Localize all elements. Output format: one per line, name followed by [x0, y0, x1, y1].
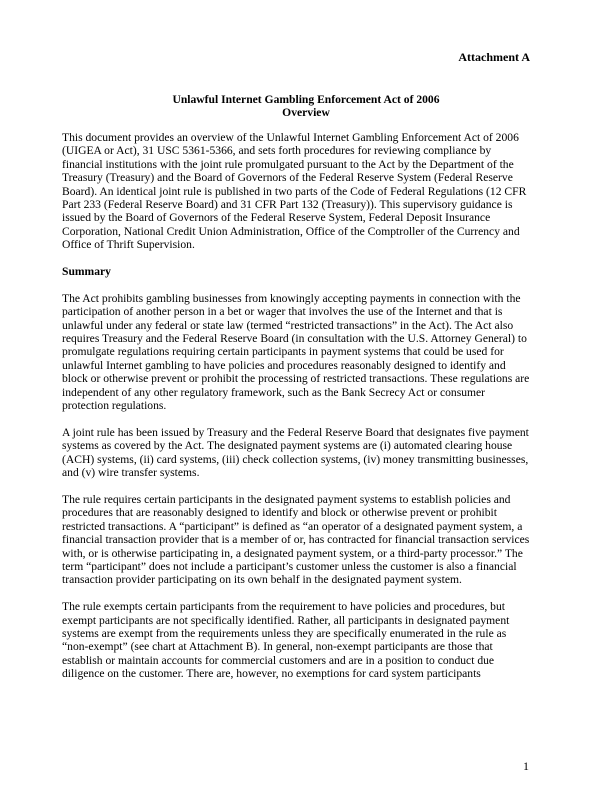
page-number: 1 [523, 759, 529, 773]
attachment-label: Attachment A [458, 50, 530, 64]
title-line-1: Unlawful Internet Gambling Enforcement Act of 2006 [172, 93, 440, 106]
summary-paragraph-2: A joint rule has been issued by Treasury and the Federal Reserve Board that designates five payment systems as covered by the Act. The designated payment systems are (i) automated clearing house (ACH) systems, (ii) card systems, (iii) check collection systems, (iv) money transmitting businesses, and (v) wire transfer systems. [62, 425, 529, 480]
document-body [62, 131, 534, 694]
document-title [0, 93, 612, 119]
summary-paragraph-4: The rule exempts certain participants from the requirement to have policies and procedures, but exempt participants are not specifically identified. Rather, all participants in designated payment systems are exempt from the requirements unless they are specifically enumerated in the rule as “non-exempt” (see chart at Attachment B). In general, non-exempt participants are those that establish or maintain accounts for commercial customers and are in a position to conduct due diligence on the customer. There are, however, no exemptions for card system participants [62, 600, 510, 681]
summary-heading: Summary [62, 265, 111, 279]
summary-paragraph-3: The rule requires certain participants in the designated payment systems to establish policies and procedures that are reasonably designed to identify and block or otherwise prevent or prohibit restricted transactions. A “participant” is defined as “an operator of a designated payment system, a financial transaction provider that is a member of or, has contracted for financial transaction services with, or is otherwise participating in, a designated payment system, or a third-party processor.” The term “participant” does not include a participant’s customer unless the customer is also a financial transaction provider participating on its own behalf in the designated payment system. [62, 492, 530, 587]
summary-paragraph-1: The Act prohibits gambling businesses from knowingly accepting payments in connection with the participation of another person in a bet or wager that involves the use of the Internet and that is unlawful under any federal or state law (termed “restricted transactions” in the Act). The Act also requires Treasury and the Federal Reserve Board (in consultation with the U.S. Attorney General) to promulgate regulations requiring certain participants in payment systems that could be used for unlawful Internet gambling to have policies and procedures reasonably designed to identify and block or otherwise prevent or prohibit the processing of restricted transactions. These regulations are independent of any other regulatory framework, such as the Bank Secrecy Act or consumer protection regulations. [62, 291, 530, 413]
title-line-2: Overview [282, 106, 330, 119]
intro-paragraph: This document provides an overview of the Unlawful Internet Gambling Enforcement Act of 2006 (UIGEA or Act), 31 USC 5361-5366, and sets forth procedures for reviewing compliance by financial institutions with the joint rule promulgated pursuant to the Act by the Department of the Treasury (Treasury) and the Board of Governors of the Federal Reserve System (Federal Reserve Board). An identical joint rule is published in two parts of the Code of Federal Regulations (12 CFR Part 233 (Federal Reserve Board) and 31 CFR Part 132 (Treasury)). This supervisory guidance is issued by the Board of Governors of the Federal Reserve System, Federal Deposit Insurance Corporation, National Credit Union Administration, Office of the Comptroller of the Currency and Office of Thrift Supervision. [62, 131, 527, 252]
